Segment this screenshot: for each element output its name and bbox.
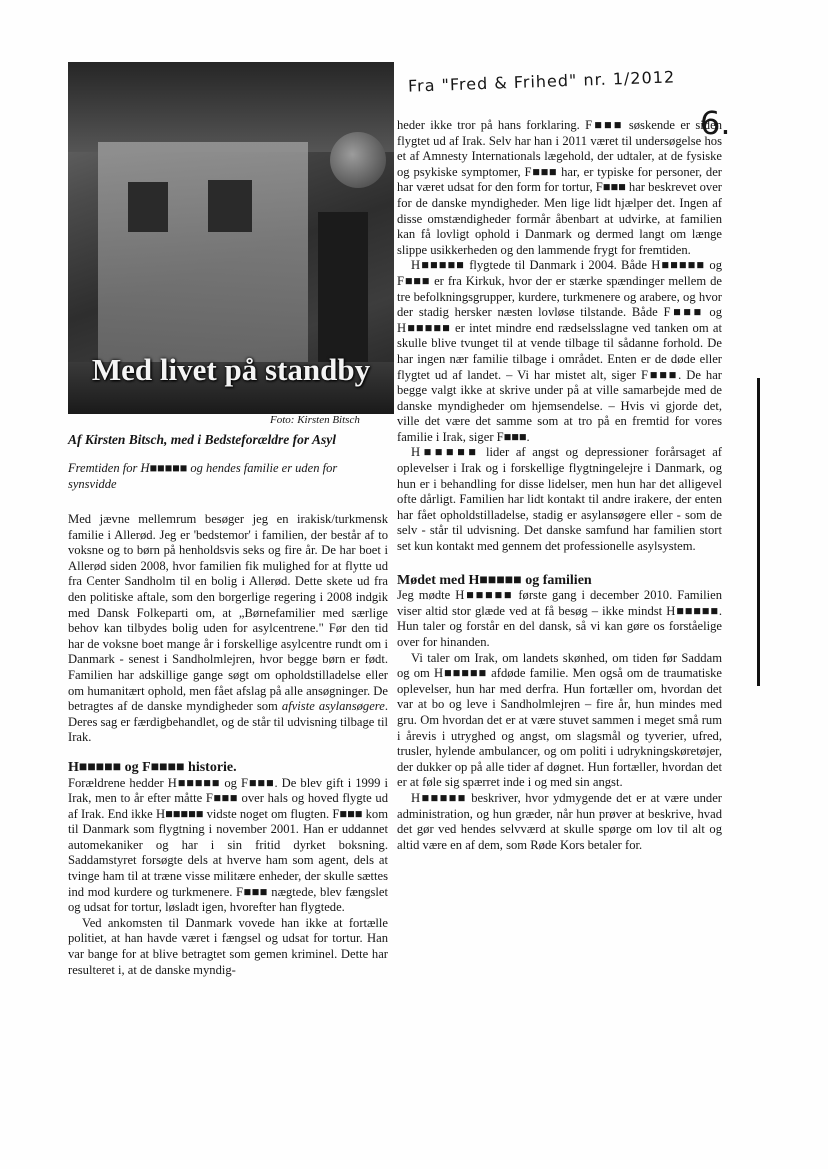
paragraph-text: Med jævne mellemrum besøger jeg en irakisk/turkmensk familie i Allerød. Jeg er 'bedstemor' i familien, der består af to voksne og to børn på henholdsvis seks og fire år. De har boet i Allerød siden 2008, hvor familien fik mulighed for at flytte ud fra Center Sandholm til en bolig i Allerød. Dette skete ud fra den politiske aftale, som den borgerlige regering i 2008 indgik med Dansk Folkeparti om, at „Børnefamilier med særlige behov kan tilbydes bolig uden for asylcentrene." Før den tid har de voksne boet mange år i forskellige asylcentre rundt om i Danmark - senest i Sandholmlejren, hvor begge børn er født. Familien har adskillige gange søgt om opholdstilladelse eller om humanitært ophold, men fået afslag på alle ansøgninger. De betragtes af de danske myndigheder som xyxy=(68,512,388,714)
section-heading: H■■■■■ og F■■■■ historie. xyxy=(68,759,237,775)
handwritten-source-note: Fra "Fred & Frihed" nr. 1/2012 xyxy=(407,67,676,96)
right-column xyxy=(397,118,722,853)
paragraph-text: . Deres sag er færdigbehandlet, og de står til udvisning tilbage til Irak. xyxy=(68,699,389,745)
photo-window xyxy=(208,180,252,232)
paragraph: H■■■■■ lider af angst og depressioner forårsaget af oplevelser i Irak og i forskellige flygtningelejre i Danmark, og hun er i behandling for disse lidelser, men hun har det alligevel ofte dårligt. Familien har lidt kontakt til andre irakere, der enten har fået opholdstilladelse, stadig er asylansøgere eller - som de selv - står til udvisning. Det danske samfund har familien stort set kun kontakt med gennem det professionelle asylsystem. xyxy=(397,445,722,554)
page-number: 6. xyxy=(700,104,731,142)
paragraph: Jeg mødte H■■■■■ første gang i december 2010. Familien viser altid stor glæde ved at få besøg – ikke mindst H■■■■■. Hun taler og forstår en del dansk, så vi kan gøre os forståelige over for hinanden. xyxy=(397,588,722,649)
margin-marker-line xyxy=(757,378,760,686)
paragraph: Ved ankomsten til Danmark vovede han ikke at fortælle politiet, at han havde været i fængsel og udsat for tortur. Han var bange for at blive betragtet som gemen kriminel. Dette har resulteret i, at de danske myndig- xyxy=(68,915,388,977)
paragraph: H■■■■■ flygtede til Danmark i 2004. Både H■■■■■ og F■■■ er fra Kirkuk, hvor der er stærke spændinger mellem de tre befolkningsgrupper, kurdere, turkmenere og arabere, og hvor der stadig hersker næsten lovløse tilstande. Både F■■■ og H■■■■■ er intet mindre end rædselsslagne ved tanken om at skulle blive tvunget til at vende tilbage til sådanne forhold. De har ingen nær familie tilbage i området. Enten er de døde eller flygtet ud af landet. – Vi har mistet alt, siger F■■■. De har begge valgt ikke at skrive under på at ville samarbejde med de danske myndigheder om hjemsendelse. – Hvis vi gjorde det, ville det være det samme som at tro på en fremtid for vores familie i Irak, siger F■■■. xyxy=(397,258,722,444)
paragraph: Forældrene hedder H■■■■■ og F■■■. De blev gift i 1999 i Irak, men to år efter måtte F■■■ over hals og hoved flygte ud af Irak. End ikke H■■■■■ vidste noget om flugten. F■■■ kom til Danmark som flygtning i november 2001. Han er uddannet automekaniker og har i sin fritid dyrket boksning. Saddamstyret forsøgte dels at hverve ham som agent, dels at tvinge ham til at træne visse militære enheder, der skulle sættes ind mod kurdere og turkmenere. F■■■ nægtede, blev fængslet og udsat for tortur, løsladt igen, hvorefter han flygtede. xyxy=(68,775,388,915)
article-photo xyxy=(68,62,394,414)
paragraph: H■■■■■ beskriver, hvor ydmygende det er at være under administration, og hun græder, når hun prøver at beskrive, hvad det gør ved hendes selvværd at skulle spørge om lov til alt og altid være en af dem, som Røde Kors betaler for. xyxy=(397,790,722,852)
article-title: Med livet på standby xyxy=(91,352,371,387)
photo-wall xyxy=(98,142,308,372)
paragraph xyxy=(68,512,388,746)
section-heading: Mødet med H■■■■■ og familien xyxy=(397,572,592,588)
paragraph: Vi taler om Irak, om landets skønhed, om tiden før Saddam og om H■■■■■ afdøde familie. Men også om de traumatiske oplevelser, hun har med derfra. Hun fortæller om, hvordan det var at bo og leve i Sandholmlejren – fire år, hun mindes med gru. Om hvordan det er at være stuvet sammen i meget små rum i årevis i utryghed og angst, om slagsmål og tyverier, ufred, trusler, hylende ambulancer, og om politi i udrykningskøretøjer, der dukker op på alle tider af døgnet. Hun fortæller, hvordan det er at føle sig spærret inde i og med sin angst. xyxy=(397,650,722,790)
lead-text: Fremtiden for H■■■■■ og hendes familie er uden for synsvidde xyxy=(68,461,338,491)
photo-credit: Foto: Kirsten Bitsch xyxy=(270,414,360,426)
byline: Af Kirsten Bitsch, med i Bedsteforældre for Asyl xyxy=(68,432,337,447)
left-column xyxy=(68,512,388,978)
emphasis-text: afviste asylansøgere xyxy=(281,699,385,714)
photo-door xyxy=(318,212,368,362)
paragraph: heder ikke tror på hans forklaring. F■■■ søskende er siden flygtet ud af Irak. Selv har han i 2011 været til undersøgelse hos et af Amnesty Internationals lægehold, der udtaler, at de fysiske og psykiske symptomer, F■■■ har, er typiske for personer, der har været udsat for den form for tortur, F■■■ har beskrevet over for de danske myndigheder. Men lige lidt hjælper det. Ingen af disse omstændigheder formår åbenbart at udvirke, at familien kan få lovligt ophold i Danmark og dermed langt om længe slippe usikkerheden og den lammende frygt for fremtiden. xyxy=(397,118,722,257)
photo-satellite-dish xyxy=(330,132,386,188)
photo-window xyxy=(128,182,168,232)
